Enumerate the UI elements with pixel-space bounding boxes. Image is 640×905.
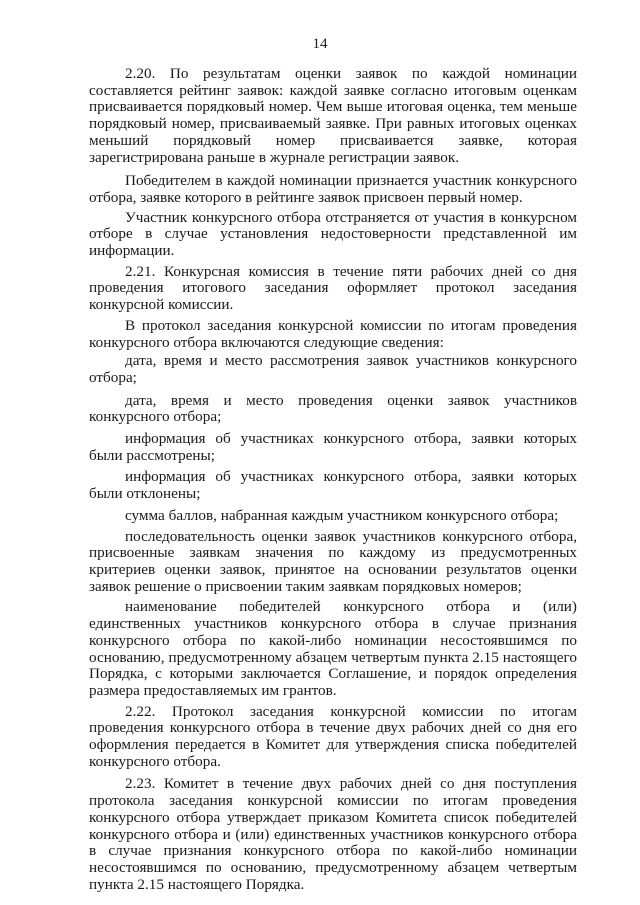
paragraph-winner-definition: Победителем в каждой номинации признается участник конкурсного отбора, заявке которого в рейтинге заявок присвоен первый номер. xyxy=(89,172,577,206)
list-item-evaluation-date: дата, время и место проведения оценки заявок участников конкурсного отбора; xyxy=(89,391,577,426)
list-item-winners: наименование победителей конкурсного отбора и (или) единственных участников конкурсного отбора в случае признания конкурсного отбора по какой-либо номинации несостоявшимся по основанию, предусмотренному абзацем четвертым пункта 2.15 настоящего Порядка, с которыми заключается Соглашение, и порядок определения размера предоставляемых им грантов. xyxy=(89,598,577,699)
paragraph-2-23: 2.23. Комитет в течение двух рабочих дней со дня поступления протокола заседания конкурсной комиссии по итогам проведения конкурсного отбора утверждает приказом Комитета список победителей конкурсного отбора и (или) единственных участников конкурсного отбора в случае признания конкурсного отбора по какой-либо номинации несостоявшимся по основанию, предусмотренному абзацем четвертым пункта 2.15 настоящего Порядка. xyxy=(89,775,577,893)
paragraph-2-21: 2.21. Конкурсная комиссия в течение пяти рабочих дней со дня проведения итогового заседания оформляет протокол заседания конкурсной комиссии. xyxy=(89,262,577,314)
paragraph-participant-removal: Участник конкурсного отбора отстраняется от участия в конкурсном отборе в случае установления недостоверности представленной им информации. xyxy=(89,208,577,260)
list-item-score-sum: сумма баллов, набранная каждым участником конкурсного отбора; xyxy=(125,506,559,524)
list-item-evaluation-sequence: последовательность оценки заявок участников конкурсного отбора, присвоенные заявкам значения по каждому из предусмотренных критериев оценки заявок, принятое на основании результатов оценки заявок решение о присвоении таким заявкам порядковых номеров; xyxy=(89,527,577,595)
paragraph-2-22: 2.22. Протокол заседания конкурсной комиссии по итогам проведения конкурсного отбора в течение двух рабочих дней со дня его оформления передается в Комитет для утверждения списка победителей конкурсного отбора. xyxy=(89,702,577,770)
list-item-rejected-participants: информация об участниках конкурсного отбора, заявки которых были отклонены; xyxy=(89,468,577,503)
list-item-review-date: дата, время и место рассмотрения заявок участников конкурсного отбора; xyxy=(89,352,577,386)
document-body xyxy=(89,66,577,899)
paragraph-protocol-contents: В протокол заседания конкурсной комиссии по итогам проведения конкурсного отбора включаются следующие сведения: xyxy=(89,316,577,351)
page-number: 14 xyxy=(312,36,328,52)
paragraph-2-20: 2.20. По результатам оценки заявок по каждой номинации составляется рейтинг заявок: каждой заявке согласно итоговым оценкам присваивается порядковый номер. Чем выше итоговая оценка, тем меньше порядковый номер, присваиваемый заявке. При равных итоговых оценках меньший порядковый номер присваивается заявке, которая зарегистрирована раньше в журнале регистрации заявок. xyxy=(89,65,577,166)
list-item-reviewed-participants: информация об участниках конкурсного отбора, заявки которых были рассмотрены; xyxy=(89,430,577,464)
